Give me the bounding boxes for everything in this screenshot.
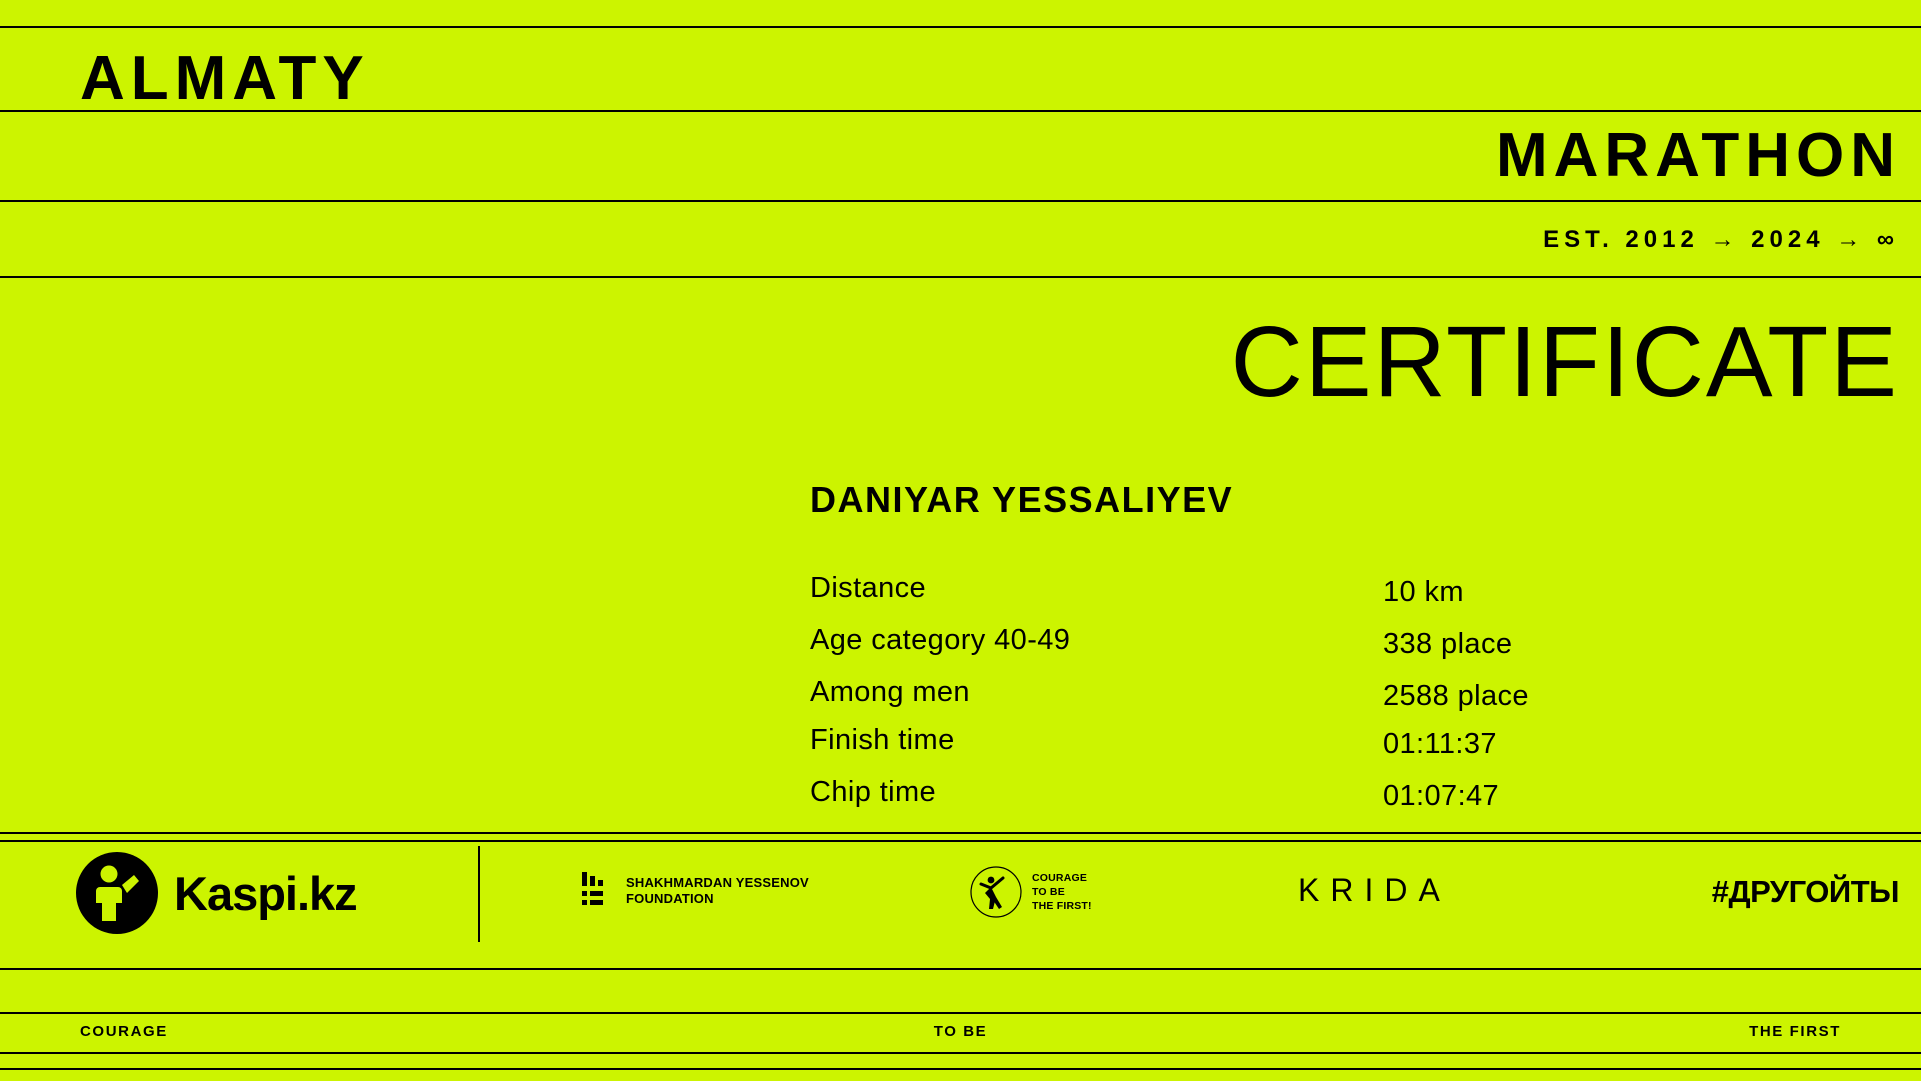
result-label: Chip time: [810, 776, 937, 808]
established-line: EST. 2012 → 2024 → ∞: [1543, 226, 1899, 253]
table-row: [810, 624, 1900, 676]
corporate-line-2: TO BE: [1032, 885, 1065, 898]
result-label: Among men: [810, 676, 970, 708]
corporate-line-3: THE FIRST!: [1032, 900, 1092, 913]
sponsor-kaspi: [76, 852, 357, 934]
page-title: CERTIFICATE: [1230, 306, 1899, 418]
yessenov-logo-icon: [580, 872, 614, 910]
result-value: 01:11:37: [1383, 728, 1497, 760]
participant-name: DANIYAR YESSALIYEV: [810, 479, 1234, 520]
result-label: Age category 40-49: [810, 624, 1071, 656]
result-label: Distance: [810, 572, 927, 604]
result-value: 338 place: [1383, 628, 1513, 660]
results-table: [810, 572, 1900, 828]
footer-right-text: THE FIRST: [1749, 1023, 1841, 1040]
table-row: [810, 724, 1900, 776]
rule-bottom: [0, 1068, 1921, 1070]
rule-above-sponsors: [0, 832, 1921, 834]
yessenov-line-2: FOUNDATION: [626, 891, 714, 906]
table-row: [810, 572, 1900, 624]
result-value: 2588 place: [1383, 680, 1529, 712]
sponsor-divider: [478, 846, 480, 942]
corporate-fund-wordmark: [1032, 871, 1092, 914]
footer-center-text: TO BE: [933, 1023, 988, 1040]
corporate-line-1: COURAGE: [1032, 871, 1088, 884]
event-header: [0, 0, 1921, 286]
result-label: Finish time: [810, 724, 955, 756]
sponsor-corporate-fund: [968, 864, 1092, 920]
kaspi-logo-icon: [76, 852, 158, 934]
rule-below-sponsors: [0, 968, 1921, 970]
brand-almaty: ALMATY: [80, 44, 370, 113]
sponsor-yessenov-foundation: [580, 872, 809, 910]
corporate-fund-icon: [968, 864, 1024, 920]
brand-marathon: MARATHON: [1495, 121, 1901, 190]
result-value: 10 km: [1383, 576, 1464, 608]
kaspi-wordmark: Kaspi.kz: [174, 866, 357, 920]
yessenov-line-1: SHAKHMARDAN YESSENOV: [626, 874, 809, 890]
result-value: 01:07:47: [1383, 780, 1500, 812]
yessenov-wordmark: [626, 875, 809, 908]
sponsor-bar: [0, 836, 1921, 968]
sponsor-krida: KRIDA: [1298, 872, 1451, 908]
table-row: [810, 676, 1900, 724]
page-footer: [0, 1013, 1921, 1053]
sponsor-drugoity-hashtag: #ДРУГОЙТЫ: [1711, 874, 1899, 909]
footer-left-text: COURAGE: [80, 1023, 168, 1040]
table-row: [810, 776, 1900, 828]
